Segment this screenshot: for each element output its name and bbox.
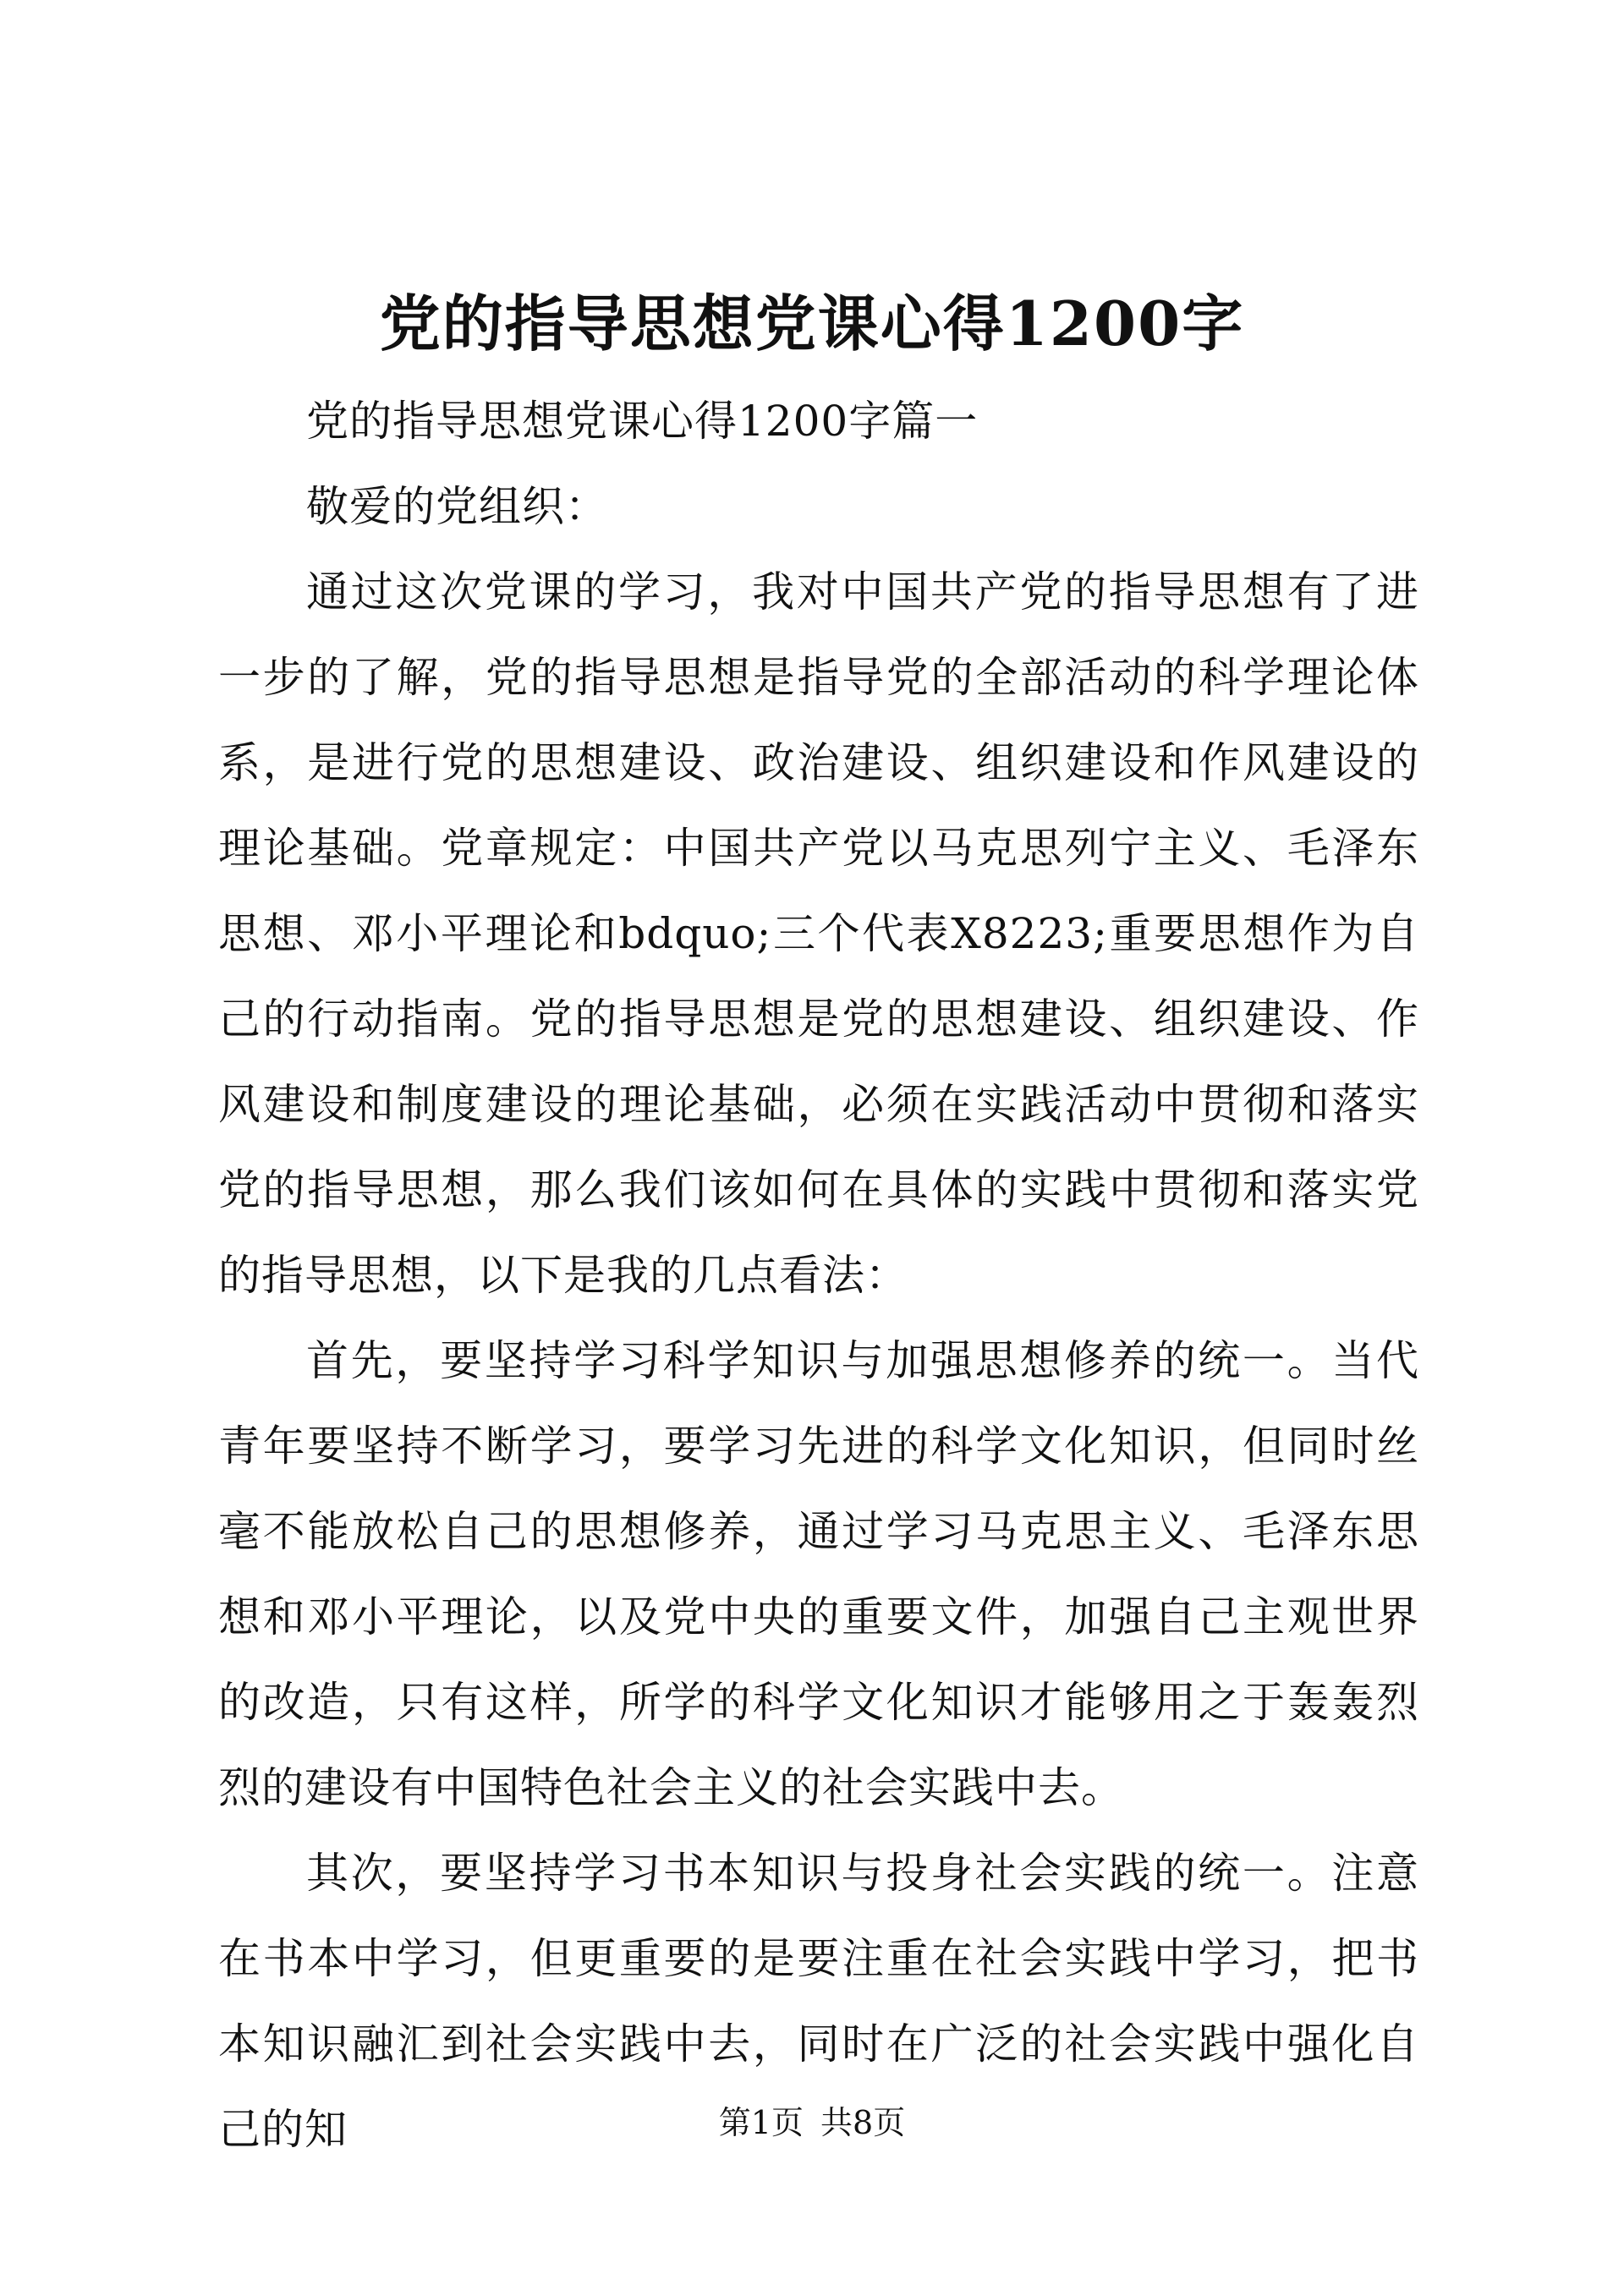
page-number: 第1页 [718,2104,804,2141]
paragraph-first-point: 首先，要坚持学习科学知识与加强思想修养的统一。当代青年要坚持不断学习，要学习先进的科学文化知识，但同时丝毫不能放松自己的思想修养，通过学习马克思主义、毛泽东思想和邓小平理论，以及党中央的重要文件，加强自己主观世界的改造，只有这样，所学的科学文化知识才能够用之于轰轰烈烈的建设有中国特色社会主义的社会实践中去。 [218,1336,1419,1812]
page-total: 共8页 [820,2104,906,2141]
document-body [218,379,1419,2173]
paragraph-intro: 通过这次党课的学习，我对中国共产党的指导思想有了进一步的了解，党的指导思想是指导党的全部活动的科学理论体系，是进行党的思想建设、政治建设、组织建设和作风建设的理论基础。党章规定：中国共产党以马克思列宁主义、毛泽东思想、邓小平理论和bdquo;三个代表X8223;重要思想作为自己的行动指南。党的指导思想是党的思想建设、组织建设、作风建设和制度建设的理论基础，必须在实践活动中贯彻和落实党的指导思想，那么我们该如何在具体的实践中贯彻和落实党的指导思想，以下是我的几点看法： [218,567,1419,1300]
paragraph-salutation: 敬爱的党组织： [306,482,608,531]
document-title: 党的指导思想党课心得1200字 [379,288,1245,359]
paragraph-subtitle: 党的指导思想党课心得1200字篇一 [306,397,979,446]
page-footer [0,2101,1624,2144]
paragraph-second-point: 其次，要坚持学习书本知识与投身社会实践的统一。注意在书本中学习，但更重要的是要注重在社会实践中学习，把书本知识融汇到社会实践中去，同时在广泛的社会实践中强化自己的知 [218,1849,1419,2154]
